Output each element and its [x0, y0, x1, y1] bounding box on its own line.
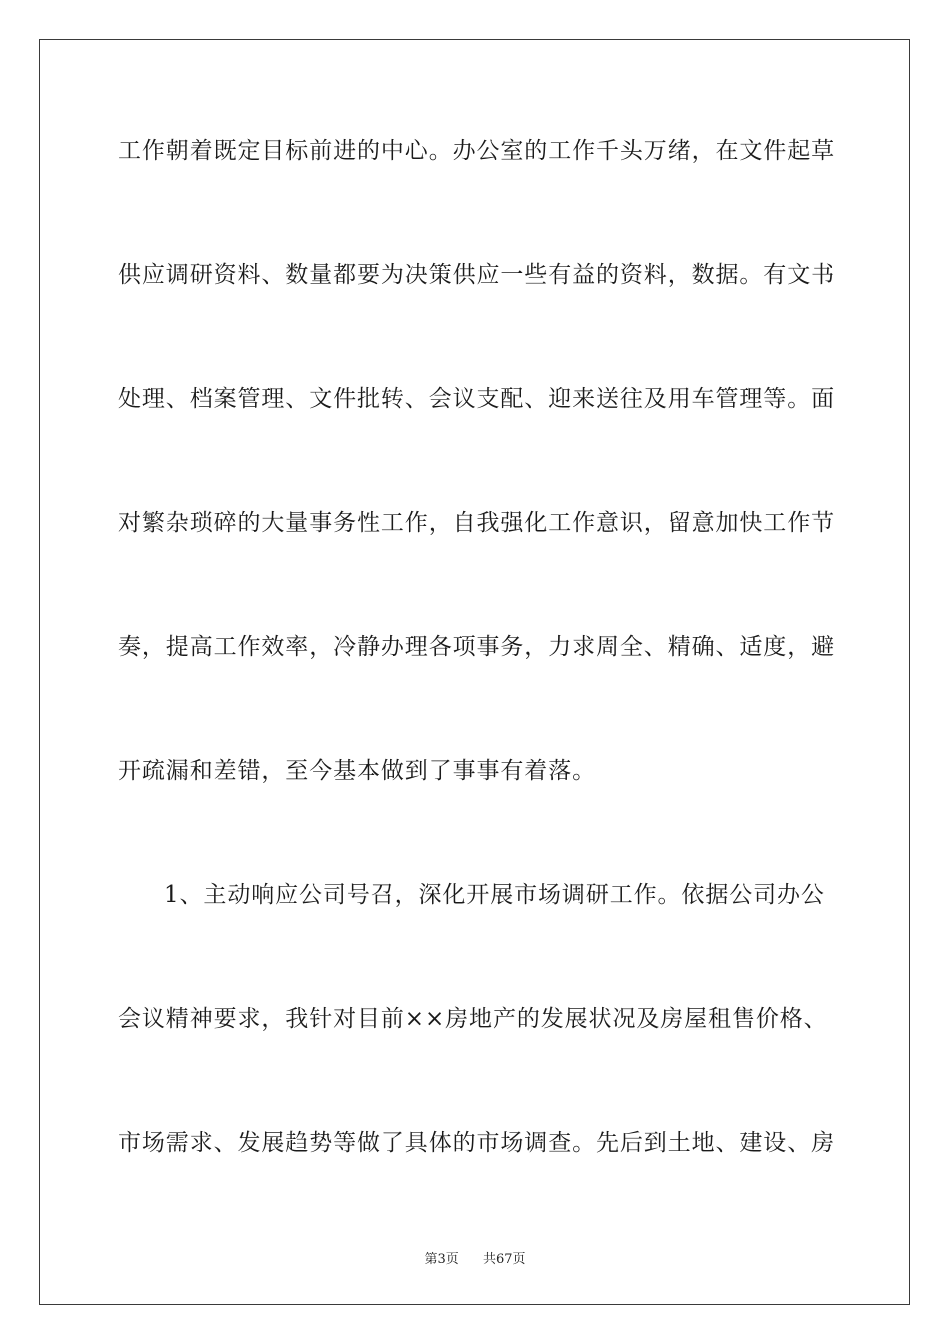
- page-border: [39, 39, 910, 1305]
- body-text-line: 奏，提高工作效率，冷静办理各项事务，力求周全、精确、适度，避: [118, 634, 835, 660]
- body-text-line: 开疏漏和差错，至今基本做到了事事有着落。: [118, 758, 596, 784]
- current-page-number: 第3页: [424, 1252, 459, 1267]
- paragraph-first-line: 1、主动响应公司号召，深化开展市场调研工作。依据公司办公: [164, 882, 825, 908]
- body-text-line: 工作朝着既定目标前进的中心。办公室的工作千头万绪，在文件起草: [118, 138, 835, 164]
- total-pages: 共67页: [483, 1252, 526, 1267]
- body-text-line: 处理、档案管理、文件批转、会议支配、迎来送往及用车管理等。面: [118, 386, 835, 412]
- page-footer: [0, 1248, 950, 1267]
- body-text-line: 市场需求、发展趋势等做了具体的市场调查。先后到土地、建设、房: [118, 1130, 835, 1156]
- body-text-line: 对繁杂琐碎的大量事务性工作，自我强化工作意识，留意加快工作节: [118, 510, 835, 536]
- body-text-line: 会议精神要求，我针对目前××房地产的发展状况及房屋租售价格、: [118, 1006, 828, 1032]
- body-text-line: 供应调研资料、数量都要为决策供应一些有益的资料，数据。有文书: [118, 262, 835, 288]
